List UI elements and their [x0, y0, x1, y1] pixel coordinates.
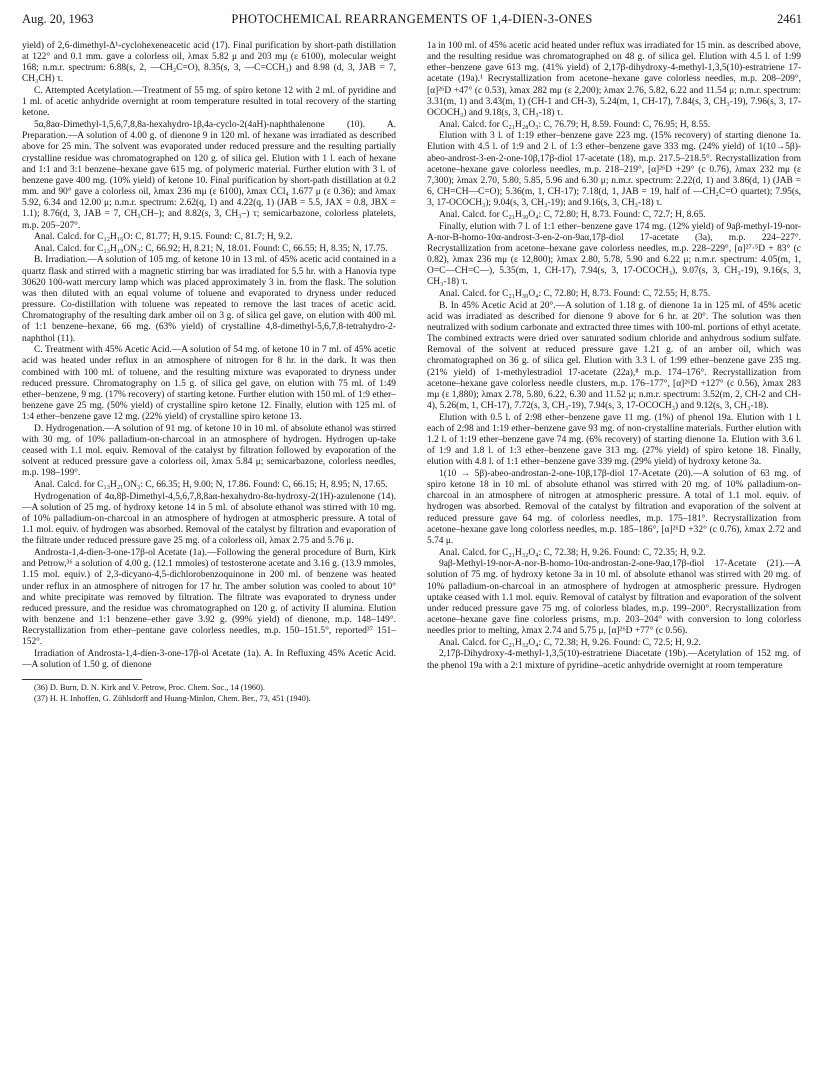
analysis-line: Anal. Calcd. for C₂₁H₃₂O₄: C, 72.38; H, 9.26. Found: C, 72.5; H, 9.2. [439, 637, 701, 648]
footnote: (36) D. Burn, D. N. Kirk and V. Petrow, Proc. Chem. Soc., 14 (1960). [34, 683, 265, 693]
section-heading-paragraph: Hydrogenation of 4α,8β-Dimethyl-4,5,6,7,8,8aα-hexahydro-8α-hydroxy-2(1H)-azulenone (14).—A solution of 25 mg. of hydroxy ketone 14 in 5 ml. of absolute ethanol was stirred with 10 mg. of 10% palladium-on-charcoal in an atmosphere of hydrogen at atmospheric pressure. A total of 1.1 mol. equiv. of hydrogen was absorbed. Removal of the catalyst by filtration and evaporation of the filtrate under reduced pressure gave 25 mg. of a colorless oil, λmax 2.75 and 5.76 μ. [22, 491, 396, 547]
section-heading-paragraph: 2,17β-Dihydroxy-4-methyl-1,3,5(10)-estratriene Diacetate (19b).—Acetylation of 152 mg. of the phenol 19a with a 2:1 mixture of pyridine–acetic anhydride overnight at room temperature [427, 649, 801, 671]
section-heading-paragraph: Androsta-1,4-dien-3-one-17β-ol Acetate (1a).—Following the general procedure of Burn, Kirk and Petrow,³⁶ a solution of 4.00 g. (12.1 mmoles) of testosterone acetate and 3.16 g. (13.9 mmoles, 1.15 mol. equiv.) of 2,3-dicyano-4,5-dichlorobenzoquinone in 200 ml. of benzene was heated under reflux in an atmosphere of nitrogen for 17 hr. The amber solution was cooled to about 10° and white precipitate was removed by filtration. The filtrate was evaporated to dryness under reduced pressure, and the residue was chromatographed on 120 g. of activity II alumina. Elution with benzene and 1:1 benzene–ether gave 3.92 g. (99% yield) of dienone, m.p. 148–149°. Recrystallization from ether–pentane gave colorless needles, m.p. 150–151.5°, reported³⁷ 151–152°. [22, 548, 396, 648]
paragraph: C. Treatment with 45% Acetic Acid.—A solution of 54 mg. of ketone 10 in 7 ml. of 45% acetic acid was heated under reflux in an atmosphere of nitrogen for 8 hr. in the dark. It was then combined with 100 ml. of toluene, and the resulting mixture was evaporated to dryness under reduced pressure. Chromatography on 1.5 g. of silica gel gave, on elution with 75 ml. of 1:49 ether–benzene, 9 mg. (17% recovery) of starting ketone. Further elution with 150 ml. of 1:9 ether–benzene gave 25 mg. (50% yield) of crystalline spiro ketone 12. Finally, elution with 125 ml. of 1:4 ether–benzene gave 12 mg. (22% yield) of crystalline spiro ketone 13. [22, 345, 396, 423]
section-heading-paragraph: 5α,8aα-Dimethyl-1,5,6,7,8,8a-hexahydro-1β,4a-cyclo-2(4aH)-naphthalenone (10). A. Preparation.—A solution of 4.00 g. of dienone 9 in 120 ml. of hexane was irradiated as described above for 25 min. The solvent was evaporated under reduced pressure and the resulting partially crystalline residue was chromatographed on 120 g. of silica gel. Elution with 1 l. each of hexane and 1:1 and 3:1 benzene–hexane gave 615 mg. of polymeric material. Further elution with 3 l. of benzene gave 400 mg. (10% yield) of ketone 10. Final purification by short-path distillation at 0.2 mm. and 90° gave a colorless oil, λmax 236 mμ (ε 6100), λmax CCl₄ 1.677 μ (ε 0.36); and λmax 5.92, 6.34 and 12.00 μ; n.m.r. spectrum: 2.62(q, 1) and 4.22(q, 1) (JAB = 5.5, JAX = 0.8, JBX = 1.1); 8.76(d, 3, JAB = 7, CH₃CH–); and 8.82(s, 3, CH₃–) τ; semicarbazone, colorless platelets, m.p. 205–207°. [22, 120, 396, 231]
analysis-line: Anal. Calcd. for C₁₃H₁₉ON₃: C, 66.92; H, 8.21; N, 18.01. Found: C, 66.55; H, 8.35; N, 17.75. [34, 243, 388, 254]
paragraph: Elution with 3 l. of 1:19 ether–benzene gave 223 mg. (15% recovery) of starting dienone 1a. Elution with 4.5 l. of 1:9 and 2 l. of 1:3 ether–benzene gave 333 mg. (24% yield) of 1(10→5β)-abeo-androst-3-en-2-one-10β,17β-diol 17-acetate (18), m.p. 217.5–218.5°. Recrystallization from acetone–hexane gave colorless needles, m.p. 218–219°, [α]²⁶D +29° (c 0.76), λmax 232 mμ (ε 7,300); λmax 2.70, 5.80, 5.85, 5.96 and 6.30 μ; n.m.r. spectrum: 2.22(d, 1) and 3.86(d, 1) (JAB = 6, CH=CH—C=O); 5.36(m, 1, CH-17); 7.18(d, 1, JAB = 19, half of —CH₂C=O quartet); 7.95(s, 3, 17-OCOCH₃); 9.04(s, 3, CH₃-19); and 9.16(s, 3, CH₃-18) τ. [427, 131, 801, 209]
page-number: 2461 [777, 12, 802, 26]
analysis-line: Anal. Calcd. for C₂₁H₂₈O₃: C, 76.79; H, 8.59. Found: C, 76.95; H, 8.55. [439, 119, 711, 130]
page-header [22, 8, 802, 30]
left-column [22, 41, 396, 1063]
paragraph: C. Attempted Acetylation.—Treatment of 55 mg. of spiro ketone 12 with 2 ml. of pyridine and 1 ml. of acetic anhydride overnight at room temperature resulted in total recovery of the starting ketone. [22, 86, 396, 119]
paragraph: Finally, elution with 7 l. of 1:1 ether–benzene gave 174 mg. (12% yield) of 9aβ-methyl-19-nor-A-nor-B-homo-10α-androst-3-en-2-on-9aα,17β-diol 17-acetate (3a), m.p. 224–227°. Recrystallization from acetone–hexane gave colorless needles, m.p. 228–229°, [α]²⁷·⁵D + 83° (c 0.82), λmax 236 mμ (ε 12,800); λmax 2.80, 5.78, 5.90 and 6.22 μ; n.m.r. spectrum: 4.05(m, 1, O=C—CH=C—), 5.35(m, 1, CH-17), 7.94(s, 3, 17-OCOCH₃), 9.07(s, 3, CH₃-19), 9.16(s, 3, CH₃-18) τ. [427, 221, 801, 288]
paragraph: 1a in 100 ml. of 45% acetic acid heated under reflux was irradiated for 15 min. as described above, and the resulting residue was chromatographed on 48 g. of silica gel. Elution with 4.5 l. of 1:99 ether–benzene gave 613 mg. (41% yield) of 2,17β-dihydroxy-4-methyl-1,3,5(10)-estratriene 17-acetate (19a).¹ Recrystallization from acetone–hexane gave colorless needles, m.p. 208–209°, [α]²⁶D +47° (c 0.53), λmax 282 mμ (ε 2,200); λmax 2.76, 5.82, 6.22 and 11.54 μ; n.m.r. spectrum: 3.31(m, 1) and 3.43(m, 1) (CH-1 and CH-3), 5.24(m, 1, CH-17), 7.84(s, 3, CH₃-19), 7.96(s, 3, 17-OCOCH₃) and 9.18(s, 3, CH₃-18) τ. [427, 41, 801, 118]
paragraph: Elution with 0.5 l. of 2:98 ether–benzene gave 11 mg. (1%) of phenol 19a. Elution with 1 l. each of 2:98 and 1:19 ether–benzene gave 93 mg. of non-crystalline materials. Further elution with 1.2 l. of 1:19 ether–benzene gave 74 mg. (6% recovery) of starting dienone 1a. Elution with 3.6 l. of 1:9 and 1.8 l. of 1:3 ether–benzene gave 313 mg. (27% yield) of spiro ketone 18. Finally, elution with 4.8 l. of 1:1 ether–benzene gave 339 mg. (29% yield) of hydroxy ketone 3a. [427, 412, 801, 468]
section-heading-paragraph: B. In 45% Acetic Acid at 20°.—A solution of 1.18 g. of dienone 1a in 125 ml. of 45% acetic acid was irradiated as described for dienone 9 above for 6 hr. at 20°. The solution was then neutralized with sodium carbonate and extracted three times with 100-ml. portions of ethyl acetate. The combined extracts were dried over saturated sodium chloride and anhydrous sodium sulfate. Removal of the solvent at reduced pressure gave 1.21 g. of an amber oil, which was chromatographed on 36 g. of silica gel. Elution with 3.3 l. of 1:99 ether–benzene gave 235 mg. (21% yield) of 1-methylestradiol 17-acetate (22a),⁸ m.p. 174–176°. Recrystallization from acetone–hexane gave colorless needle clusters, m.p. 176–177°, [α]²⁶D +127° (c 0.56), λmax 283 mμ (ε 1,880); λmax 2.78, 5.80, 6.22, 6.30 and 11.52 μ; n.m.r. spectrum: 3.52(m, 2, CH-2 and CH-4), 5.26(m, 1, CH-17), 7.72(s, 3, CH₃-19), 7.94(s, 3, 17-OCOCH₃) and 9.12(s, 3, CH₃-18). [427, 300, 801, 411]
paragraph: yield) of 2,6-dimethyl-Δ¹-cyclohexeneacetic acid (17). Final purification by short-path distillation at 122° and 0.1 mm. gave a colorless oil, λmax 5.82 μ and 203 mμ (ε 6100), molecular weight 168; n.m.r. spectrum: 6.88(s, 2, —CH₂C=O), 8.35(s, 3, —C=CCH₃) and 8.98 (d, 3, JAB = 7, CH₃CH) τ. [22, 41, 396, 85]
paragraph: D. Hydrogenation.—A solution of 91 mg. of ketone 10 in 10 ml. of absolute ethanol was stirred with 30 mg. of 10% palladium-on-charcoal in an atmosphere of hydrogen. Hydrogen up-take ceased with 1.1 mol. equiv. Removal of the catalyst by filtration followed by evaporation of the solvent at reduced pressure gave a colorless oil, λmax 5.84 μ; semicarbazone, colorless needles, m.p. 198–199°. [22, 423, 396, 479]
analysis-line: Anal. Calcd. for C₁₂H₁₆O: C, 81.77; H, 9.15. Found: C, 81.7; H, 9.2. [34, 232, 293, 243]
section-heading-paragraph: Irradiation of Androsta-1,4-dien-3-one-17β-ol Acetate (1a). A. In Refluxing 45% Acetic Acid.—A solution of 1.50 g. of dienone [22, 648, 396, 671]
paragraph: B. Irradiation.—A solution of 105 mg. of ketone 10 in 13 ml. of 45% acetic acid contained in a quartz flask and stirred with a magnetic stirring bar was irradiated for 5.5 hr. with a Hanovia type 30620 100-watt mercury lamp which was placed approximately 3 in. from the flask. The solution was then diluted with an equal volume of toluene and evaporated to dryness under reduced pressure. Co-distillation with toluene was repeated to remove the last traces of acetic acid. Chromatography of the resulting dark amber oil on 3 g. of silica gel gave, on elution with 400 ml. of 1:1 benzene–hexane, 66 mg. (63% yield) of crystalline 4,8-dimethyl-5,6,7,8-tetrahydro-2-naphthol (11). [22, 255, 396, 344]
analysis-line: Anal. Calcd. for C₂₁H₃₂O₄: C, 72.38; H, 9.26. Found: C, 72.35; H, 9.2. [439, 547, 706, 558]
analysis-line: Anal. Calcd. for C₂₁H₃₀O₄: C, 72.80; H, 8.73. Found: C, 72.55; H, 8.75. [439, 288, 711, 299]
analysis-line: Anal. Calcd. for C₂₁H₃₀O₄: C, 72.80; H, 8.73. Found: C, 72.7; H, 8.65. [439, 209, 706, 220]
section-heading-paragraph: 1(10 → 5β)-abeo-androstan-2-one-10β,17β-diol 17-Acetate (20).—A solution of 63 mg. of spiro ketone 18 in 10 ml. of absolute ethanol was stirred with 20 mg. of 10% palladium-on-charcoal in an atmosphere of nitrogen at atmospheric pressure. A total of 1.1 mol. equiv. of hydrogen was absorbed. Removal of the catalyst by filtration and evaporation of the solvent at reduced pressure gave 64 mg. of colorless needles, m.p. 175–181°. Recrystallization from acetone–hexane gave long colorless needles, m.p. 185–186°, [α]²⁶D +32° (c 0.76), λmax 2.72 and 5.74 μ. [427, 468, 801, 546]
right-column [427, 41, 801, 1063]
analysis-line: Anal. Calcd. for C₁₃H₂₁ON₃: C, 66.35; H, 9.00; N, 17.86. Found: C, 66.15; H, 8.95; N, 17.65. [34, 480, 388, 491]
issue-date: Aug. 20, 1963 [22, 12, 94, 26]
footnote: (37) H. H. Inhoffen, G. Zühlsdorff and Huang-Minlon, Chem. Ber., 73, 451 (1940). [34, 693, 311, 703]
running-title: PHOTOCHEMICAL REARRANGEMENTS OF 1,4-DIEN-3-ONES [231, 12, 593, 26]
section-heading-paragraph: 9aβ-Methyl-19-nor-A-nor-B-homo-10α-androstan-2-one-9aα,17β-diol 17-Acetate (21).—A solution of 75 mg. of hydroxy ketone 3a in 10 ml. of absolute ethanol was stirred with 20 mg. of 10% palladium-on-charcoal in an atmosphere of hydrogen at atmospheric pressure. Hydrogen uptake ceased with 1.1 mol. equiv. Removal of catalyst by filtration and evaporation of the solvent under reduced pressure gave 75 mg. of colorless blades, m.p. 199–200°. Recrystallization from acetone–hexane gave fine colorless prisms, m.p. 203–204° with conversion to long colorless needles prior to melting, λmax 2.74 and 5.75 μ, [α]²⁶D +77° (c 0.56). [427, 559, 801, 637]
